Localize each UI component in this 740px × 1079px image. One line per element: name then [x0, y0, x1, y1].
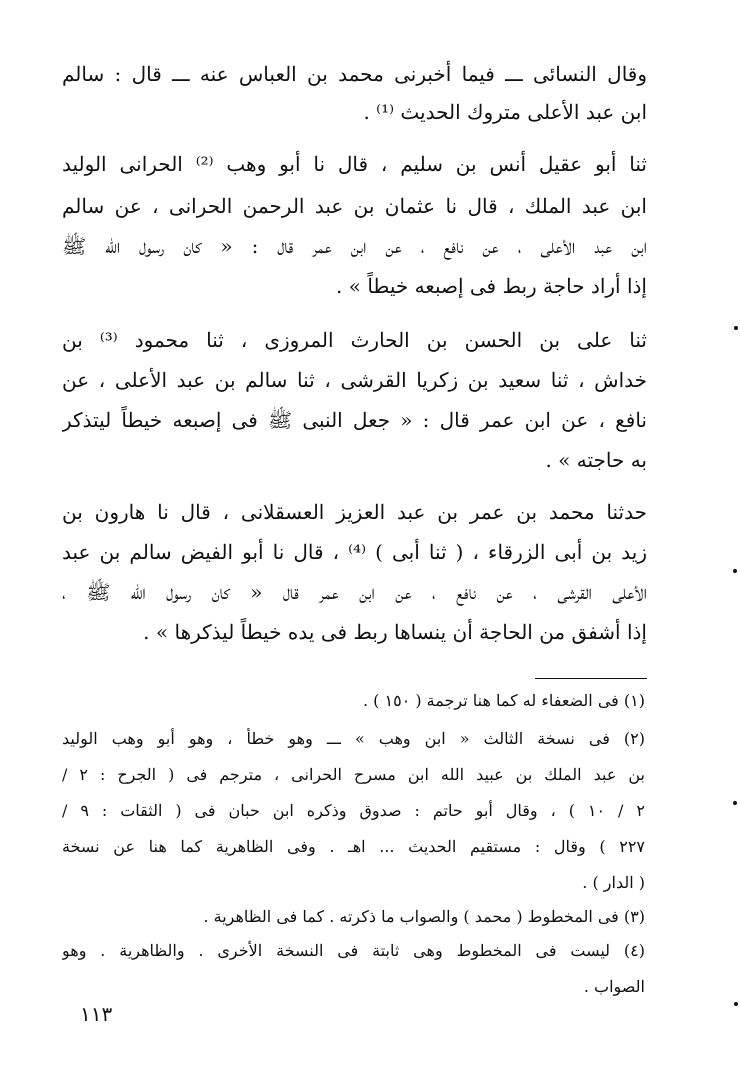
footnote-line: ٢٢٧ ) وقال : مستقيم الحديث ... اهـ . وفى الظاهرية كما هنا عن نسخة [62, 837, 645, 856]
body-line: إذا أراد حاجة ربط فى إصبعه خيطاً » . [336, 274, 647, 298]
scan-speck [733, 801, 737, 805]
footnote-line: (٤) ليست فى المخطوط وهى ثابتة فى النسخة الأخرى . والظاهرية . وهو [62, 941, 645, 960]
footnote-line: (٢) فى نسخة الثالث « ابن وهب » ـــ وهو خطأ ، وهو أبو وهب الوليد [62, 729, 645, 748]
footnote-separator [535, 678, 647, 679]
body-line: ابن عبد الأعلى ، عن نافع ، عن ابن عمر قال : « كان رسول الله ﷺ [62, 234, 647, 258]
body-line: إذا أشفق من الحاجة أن ينساها ربط فى يده خيطاً ليذكرها » . [143, 620, 647, 644]
footnote-line: ٢ / ١٠ ) ، وقال أبو حاتم : صدوق وذكره ابن حبان فى ( الثقات : ٩ / [62, 801, 645, 820]
scan-speck [734, 326, 738, 330]
body-line: حدثنا محمد بن عمر بن عبد العزيز العسقلانى ، قال نا هارون بن [62, 500, 647, 524]
footnote-line: ( الدار ) . [582, 873, 645, 892]
body-line: ابن عبد الملك ، قال نا عثمان بن عبد الرحمن الحرانى ، عن سالم [62, 194, 647, 218]
body-line: به حاجته » . [545, 448, 647, 472]
body-line: الأعلى القرشى ، عن نافع ، عن ابن عمر قال « كان رسول الله ﷺ ، [62, 580, 647, 604]
scan-speck [734, 1002, 738, 1006]
body-line: خداش ، ثنا سعيد بن زكريا القرشى ، ثنا سالم بن عبد الأعلى ، عن [62, 368, 647, 392]
body-line: ثنا أبو عقيل أنس بن سليم ، قال نا أبو وهب ⁽²⁾ الحرانى الوليد [62, 152, 647, 176]
body-line: نافع ، عن ابن عمر قال : « جعل النبى ﷺ فى إصبعه خيطاً ليتذكر [62, 408, 647, 432]
body-line: ابن عبد الأعلى متروك الحديث ⁽¹⁾ . [363, 100, 647, 124]
page-number: ١١٣ [80, 1002, 113, 1026]
body-line: وقال النسائى ـــ فيما أخبرنى محمد بن العباس عنه ـــ قال : سالم [62, 62, 647, 86]
body-line: ثنا على بن الحسن بن الحارث المروزى ، ثنا محمود ⁽³⁾ بن [62, 328, 647, 352]
footnote-line: (١) فى الضعفاء له كما هنا ترجمة ( ١٥٠ ) . [362, 691, 645, 710]
footnote-line: (٣) فى المخطوط ( محمد ) والصواب ما ذكرته . كما فى الظاهرية . [203, 907, 645, 926]
body-line: زيد بن أبى الزرقاء ، ( ثنا أبى ) ⁽⁴⁾ ، قال نا أبو الفيض سالم بن عبد [62, 540, 647, 564]
scan-speck [733, 569, 737, 573]
footnote-line: بن عبد الملك بن عبيد الله ابن مسرح الحرانى ، مترجم فى ( الجرح : ٢ / [62, 765, 645, 784]
footnote-line: الصواب . [583, 977, 645, 996]
